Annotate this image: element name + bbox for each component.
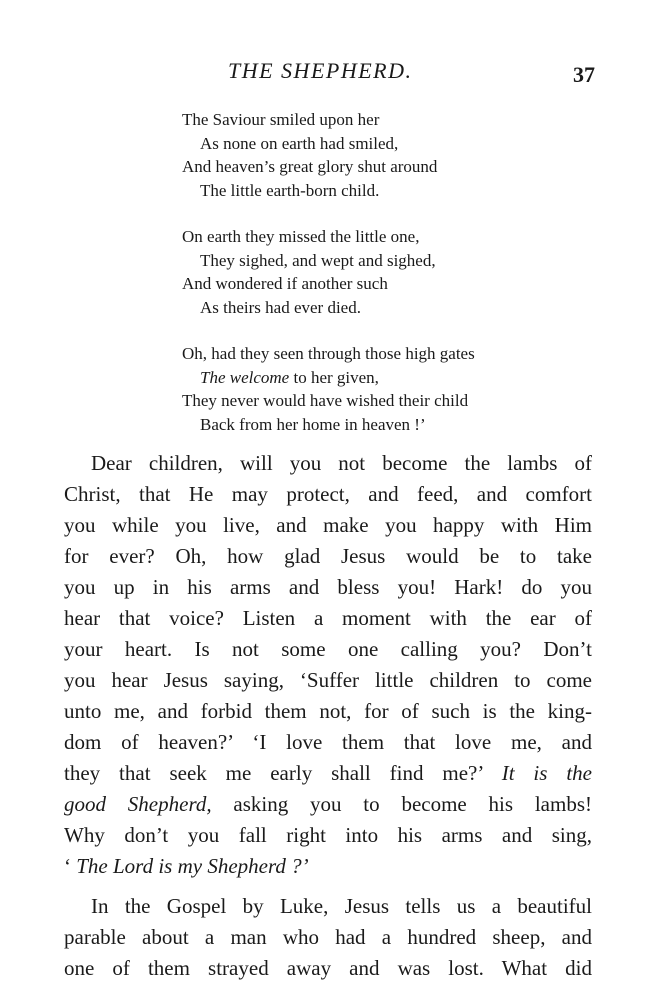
prose-line: you while you live, and make you happy with Him (64, 513, 592, 537)
prose-text: ‘ (64, 854, 71, 878)
italic-phrase: The welcome (200, 367, 290, 387)
italic-phrase: The Lord is my Shepherd ?’ (76, 854, 309, 878)
prose-line: Why don’t you fall right into his arms and sing, (64, 823, 592, 847)
prose-line: unto me, and forbid them not, for of such is the king- (64, 699, 592, 723)
poem-line: They sighed, and wept and sighed, (200, 250, 436, 270)
poem-line: Oh, had they seen through those high gates (182, 344, 475, 363)
page-number: 37 (573, 62, 595, 87)
prose-line: parable about a man who had a hundred sheep, and (64, 925, 592, 949)
poem-line (182, 366, 475, 390)
poem-line: As none on earth had smiled, (200, 133, 399, 153)
prose-line (64, 851, 592, 882)
stanza-2 (182, 225, 475, 319)
running-title: THE SHEPHERD. (228, 58, 413, 83)
poem-line-rest: to her given, (293, 367, 379, 387)
poem-line: The little earth-born child. (200, 180, 380, 200)
stanza-1 (182, 108, 475, 202)
poem (182, 108, 475, 459)
prose-line (64, 758, 592, 789)
prose-line: for ever? Oh, how glad Jesus would be to take (64, 544, 592, 568)
poem-line: Back from her home in heaven !’ (200, 414, 426, 434)
prose-line: Dear children, will you not become the lambs of (91, 451, 592, 475)
poem-line: And heaven’s great glory shut around (182, 157, 438, 176)
prose-line: one of them strayed away and was lost. What did (64, 956, 592, 980)
poem-line: And wondered if another such (182, 274, 388, 293)
prose-text: they that seek me early shall find me?’ (64, 761, 483, 785)
paragraph-1 (64, 448, 592, 882)
prose-body (64, 448, 592, 984)
poem-line: The Saviour smiled upon her (182, 110, 380, 129)
prose-line: Christ, that He may protect, and feed, and comfort (64, 482, 592, 506)
running-head (0, 58, 667, 90)
prose-line: hear that voice? Listen a moment with the ear of (64, 606, 592, 630)
prose-line (64, 789, 592, 820)
stanza-3 (182, 342, 475, 436)
poem-line: On earth they missed the little one, (182, 227, 420, 246)
paragraph-2 (64, 891, 592, 984)
prose-line: your heart. Is not some one calling you? Don’t (64, 637, 592, 661)
poem-line: They never would have wished their child (182, 391, 469, 410)
prose-line: you hear Jesus saying, ‘Suffer little children to come (64, 668, 592, 692)
prose-line: In the Gospel by Luke, Jesus tells us a beautiful (91, 894, 592, 918)
prose-line: you up in his arms and bless you! Hark! do you (64, 575, 592, 599)
prose-text: asking you to become his lambs! (233, 792, 592, 816)
italic-phrase: It is the (501, 761, 592, 785)
poem-line: As theirs had ever died. (200, 297, 361, 317)
italic-phrase: good Shepherd, (64, 792, 212, 816)
prose-line: dom of heaven?’ ‘I love them that love me, and (64, 730, 592, 754)
